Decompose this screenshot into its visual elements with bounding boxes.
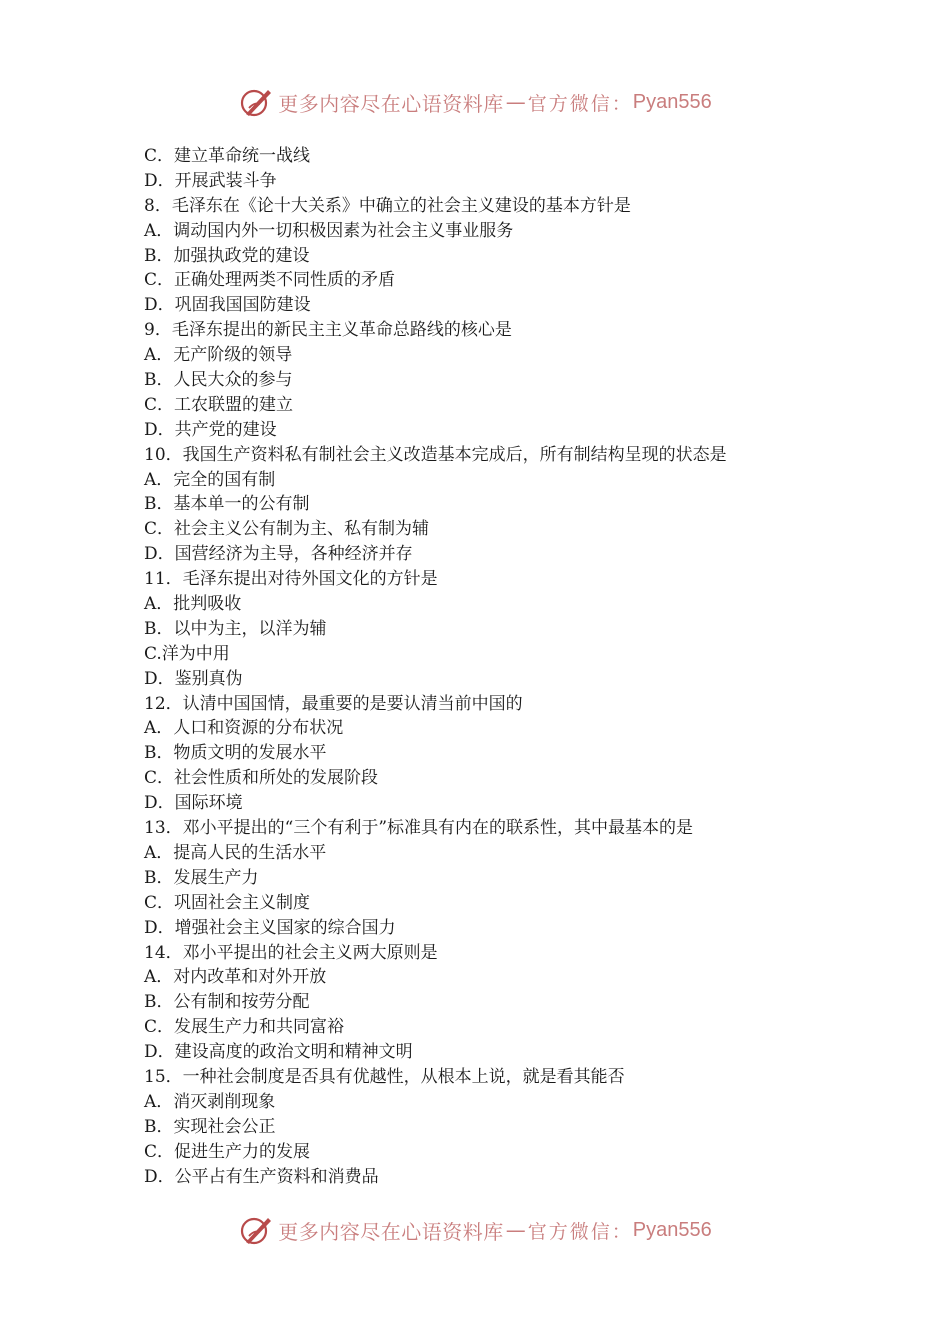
banner-wechat-id: Pyan556	[632, 90, 712, 113]
answer-option: C．工农联盟的建立	[144, 394, 294, 415]
answer-option: C．建立革命统一战线	[144, 146, 311, 166]
question-stem: 8．毛泽东在《论十大关系》中确立的社会主义建设的基本方针是	[144, 195, 631, 216]
answer-option: D．国营经济为主导，各种经济并存	[144, 544, 413, 565]
answer-option: A．消灭剥削现象	[144, 1091, 276, 1112]
answer-option: B．物质文明的发展水平	[144, 743, 327, 764]
answer-option: A．提高人民的生活水平	[144, 842, 327, 863]
answer-option: D．建设高度的政治文明和精神文明	[144, 1042, 413, 1063]
answer-option: D．巩固我国国防建设	[144, 295, 311, 316]
banner-wechat-id: Pyan556	[632, 1218, 712, 1241]
answer-option: B．人民大众的参与	[144, 370, 293, 391]
question-stem: 14．邓小平提出的社会主义两大原则是	[144, 942, 438, 963]
question-stem: 12．认清中国国情，最重要的是要认清当前中国的	[144, 693, 523, 714]
answer-option: C．巩固社会主义制度	[144, 892, 311, 913]
banner-main-text: 更多内容尽在心语资料库	[278, 1219, 504, 1244]
pen-logo-icon	[238, 84, 274, 120]
answer-option: B．基本单一的公有制	[144, 494, 310, 515]
banner-dash: —	[505, 1218, 526, 1242]
banner-wechat-label: 官方微信：	[527, 1220, 633, 1243]
question-list	[144, 144, 844, 1189]
answer-option: B．实现社会公正	[144, 1116, 276, 1137]
answer-option: C．正确处理两类不同性质的矛盾	[144, 270, 396, 291]
answer-option: C．社会主义公有制为主、私有制为辅	[144, 519, 430, 540]
banner-main-text: 更多内容尽在心语资料库	[278, 91, 504, 116]
answer-option: D．公平占有生产资料和消费品	[144, 1166, 379, 1187]
answer-option: A．批判吸收	[144, 594, 242, 615]
answer-option: A．对内改革和对外开放	[144, 967, 327, 988]
question-stem: 11．毛泽东提出对待外国文化的方针是	[144, 569, 438, 590]
pen-logo-icon	[238, 1212, 274, 1248]
question-stem: 9．毛泽东提出的新民主主义革命总路线的核心是	[144, 320, 512, 341]
header-banner	[0, 82, 950, 122]
answer-option: A．人口和资源的分布状况	[144, 718, 344, 739]
answer-option: B．加强执政党的建设	[144, 245, 310, 266]
banner-dash: —	[505, 90, 526, 114]
answer-option: A．调动国内外一切积极因素为社会主义事业服务	[144, 220, 514, 241]
answer-option: C．社会性质和所处的发展阶段	[144, 768, 379, 789]
question-stem: 15．一种社会制度是否具有优越性，从根本上说，就是看其能否	[144, 1066, 625, 1087]
answer-option: C．发展生产力和共同富裕	[144, 1017, 345, 1038]
answer-option: A．完全的国有制	[144, 469, 276, 490]
answer-option: A．无产阶级的领导	[144, 345, 293, 366]
footer-banner	[0, 1210, 950, 1250]
answer-option: C．促进生产力的发展	[144, 1141, 311, 1162]
question-stem: 13．邓小平提出的“三个有利于”标准具有内在的联系性，其中最基本的是	[144, 818, 694, 839]
question-stem: 10．我国生产资料私有制社会主义改造基本完成后，所有制结构呈现的状态是	[144, 444, 727, 465]
answer-option: D．增强社会主义国家的综合国力	[144, 917, 396, 938]
answer-option: D．共产党的建设	[144, 419, 277, 440]
answer-option: B．发展生产力	[144, 867, 259, 888]
answer-option: B．公有制和按劳分配	[144, 992, 310, 1013]
answer-option: D．开展武装斗争	[144, 170, 277, 191]
answer-option: B．以中为主，以洋为辅	[144, 618, 327, 639]
answer-option: D．国际环境	[144, 793, 243, 814]
banner-wechat-label: 官方微信：	[527, 92, 633, 115]
answer-option: D．鉴别真伪	[144, 668, 243, 689]
answer-option: C.洋为中用	[144, 643, 230, 664]
